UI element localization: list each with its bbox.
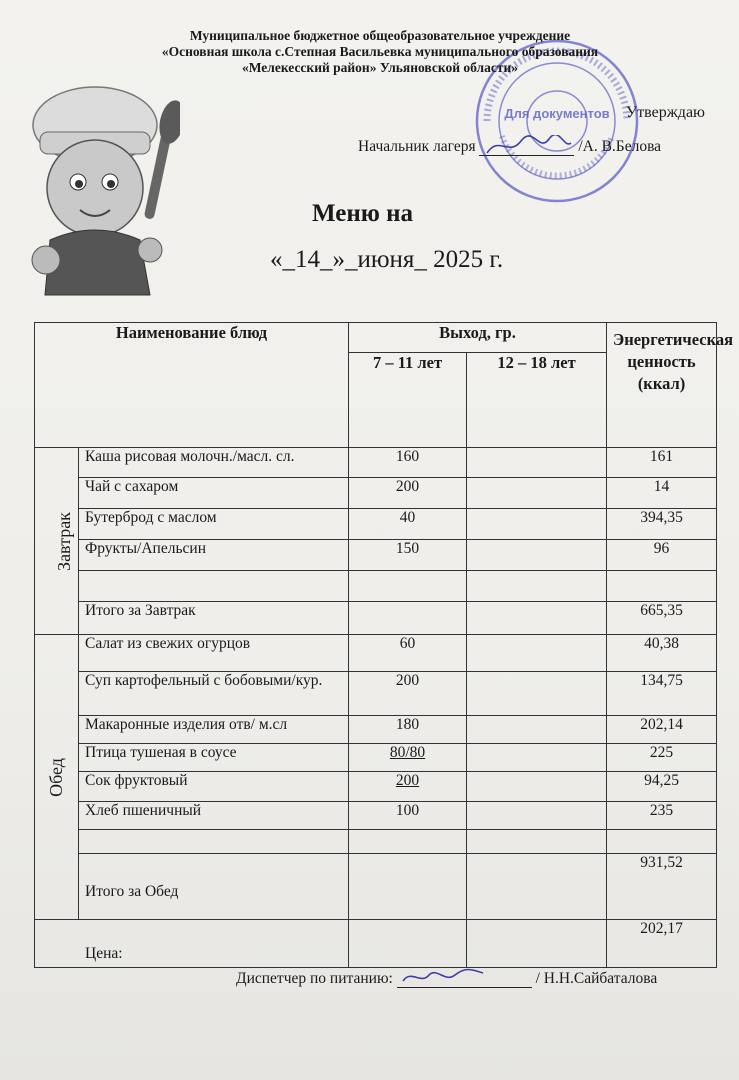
camp-head-name: /А. В.Белова xyxy=(578,138,662,155)
kcal: 202,14 xyxy=(607,716,717,744)
kcal: 225 xyxy=(607,744,717,772)
meal-breakfast: Завтрак xyxy=(35,448,79,635)
kcal: 94,25 xyxy=(607,772,717,802)
output-7-11: 80/80 xyxy=(349,744,467,772)
chef-illustration xyxy=(10,70,180,300)
table-row-total xyxy=(35,854,717,920)
dispatcher-name: / Н.Н.Сайбаталова xyxy=(535,970,658,987)
table-row xyxy=(35,571,717,602)
org-line-1: Муниципальное бюджетное общеобразовательное учреждение xyxy=(189,28,571,43)
org-line-3: «Мелекесский район» Ульяновской области» xyxy=(241,60,519,75)
output-12-18 xyxy=(467,478,607,509)
dish-name: Фрукты/Апельсин xyxy=(79,540,349,571)
header-output: Выход, гр. xyxy=(349,323,607,353)
table-row xyxy=(35,448,717,478)
kcal: 40,38 xyxy=(607,635,717,672)
dish-name: Салат из свежих огурцов xyxy=(79,635,349,672)
dispatcher-signature xyxy=(397,965,532,989)
dish-name: Бутерброд с маслом xyxy=(79,509,349,540)
dish-name xyxy=(79,830,349,854)
header-age-7-11: 7 – 11 лет xyxy=(349,353,467,448)
breakfast-total-kcal: 665,35 xyxy=(607,602,717,635)
output-12-18 xyxy=(467,448,607,478)
table-row xyxy=(35,672,717,716)
output-7-11: 200 xyxy=(349,672,467,716)
output-7-11: 40 xyxy=(349,509,467,540)
footer-dispatcher xyxy=(236,970,657,988)
table-row xyxy=(35,478,717,509)
price-value: 202,17 xyxy=(607,920,717,968)
breakfast-total-label: Итого за Завтрак xyxy=(79,602,349,635)
output-7-11: 100 xyxy=(349,802,467,830)
approval-line xyxy=(358,138,661,156)
output-12-18 xyxy=(467,672,607,716)
header-energy: Энергетическая ценность (ккал) xyxy=(607,323,717,448)
output-12-18 xyxy=(467,571,607,602)
output-12-18 xyxy=(467,540,607,571)
approve-label: Утверждаю xyxy=(625,104,705,121)
signature-scribble xyxy=(479,135,574,157)
output-12-18 xyxy=(467,772,607,802)
output-12-18 xyxy=(467,802,607,830)
kcal: 96 xyxy=(607,540,717,571)
output-12-18 xyxy=(467,635,607,672)
price-label: Цена: xyxy=(35,920,349,968)
dish-name: Птица тушеная в соусе xyxy=(79,744,349,772)
table-row xyxy=(35,802,717,830)
output-7-11: 200 xyxy=(349,772,467,802)
dish-name: Суп картофельный с бобовыми/кур. xyxy=(79,672,349,716)
dish-name xyxy=(79,571,349,602)
organization-header xyxy=(120,28,640,76)
lunch-total-kcal: 931,52 xyxy=(607,854,717,920)
org-line-2: «Основная школа с.Степная Васильевка муниципального образования xyxy=(161,44,599,59)
menu-table xyxy=(34,322,734,968)
dish-name: Хлеб пшеничный xyxy=(79,802,349,830)
output-7-11: 160 xyxy=(349,448,467,478)
kcal: 14 xyxy=(607,478,717,509)
camp-head-position: Начальник лагеря xyxy=(358,138,476,155)
meal-lunch: Обед xyxy=(35,635,79,920)
header-age-12-18: 12 – 18 лет xyxy=(467,353,607,448)
table-row xyxy=(35,716,717,744)
output-7-11 xyxy=(349,571,467,602)
kcal xyxy=(607,571,717,602)
table-row xyxy=(35,635,717,672)
dispatcher-label: Диспетчер по питанию: xyxy=(236,970,393,987)
output-7-11: 180 xyxy=(349,716,467,744)
kcal: 235 xyxy=(607,802,717,830)
table-row xyxy=(35,830,717,854)
table-row xyxy=(35,509,717,540)
stamp-text: Для документов xyxy=(504,106,610,121)
dish-name: Сок фруктовый xyxy=(79,772,349,802)
menu-date: «_14_»_июня_ 2025 г. xyxy=(270,246,504,273)
kcal: 394,35 xyxy=(607,509,717,540)
output-7-11: 60 xyxy=(349,635,467,672)
kcal: 134,75 xyxy=(607,672,717,716)
dish-name: Каша рисовая молочн./масл. сл. xyxy=(79,448,349,478)
kcal xyxy=(607,830,717,854)
table-row-total xyxy=(35,602,717,635)
dish-name: Макаронные изделия отв/ м.сл xyxy=(79,716,349,744)
signature-line xyxy=(479,141,574,156)
lunch-total-label: Итого за Обед xyxy=(79,854,349,920)
output-7-11 xyxy=(349,830,467,854)
output-12-18 xyxy=(467,509,607,540)
table-row xyxy=(35,540,717,571)
output-12-18 xyxy=(467,716,607,744)
output-12-18 xyxy=(467,830,607,854)
dish-name: Чай с сахаром xyxy=(79,478,349,509)
output-12-18 xyxy=(467,744,607,772)
kcal: 161 xyxy=(607,448,717,478)
output-7-11: 150 xyxy=(349,540,467,571)
table-row xyxy=(35,744,717,772)
table-row-price xyxy=(35,920,717,968)
table-row xyxy=(35,772,717,802)
output-7-11: 200 xyxy=(349,478,467,509)
dispatcher-signature-line xyxy=(397,973,532,988)
header-dish: Наименование блюд xyxy=(35,323,349,448)
menu-title: Меню на xyxy=(312,200,414,227)
